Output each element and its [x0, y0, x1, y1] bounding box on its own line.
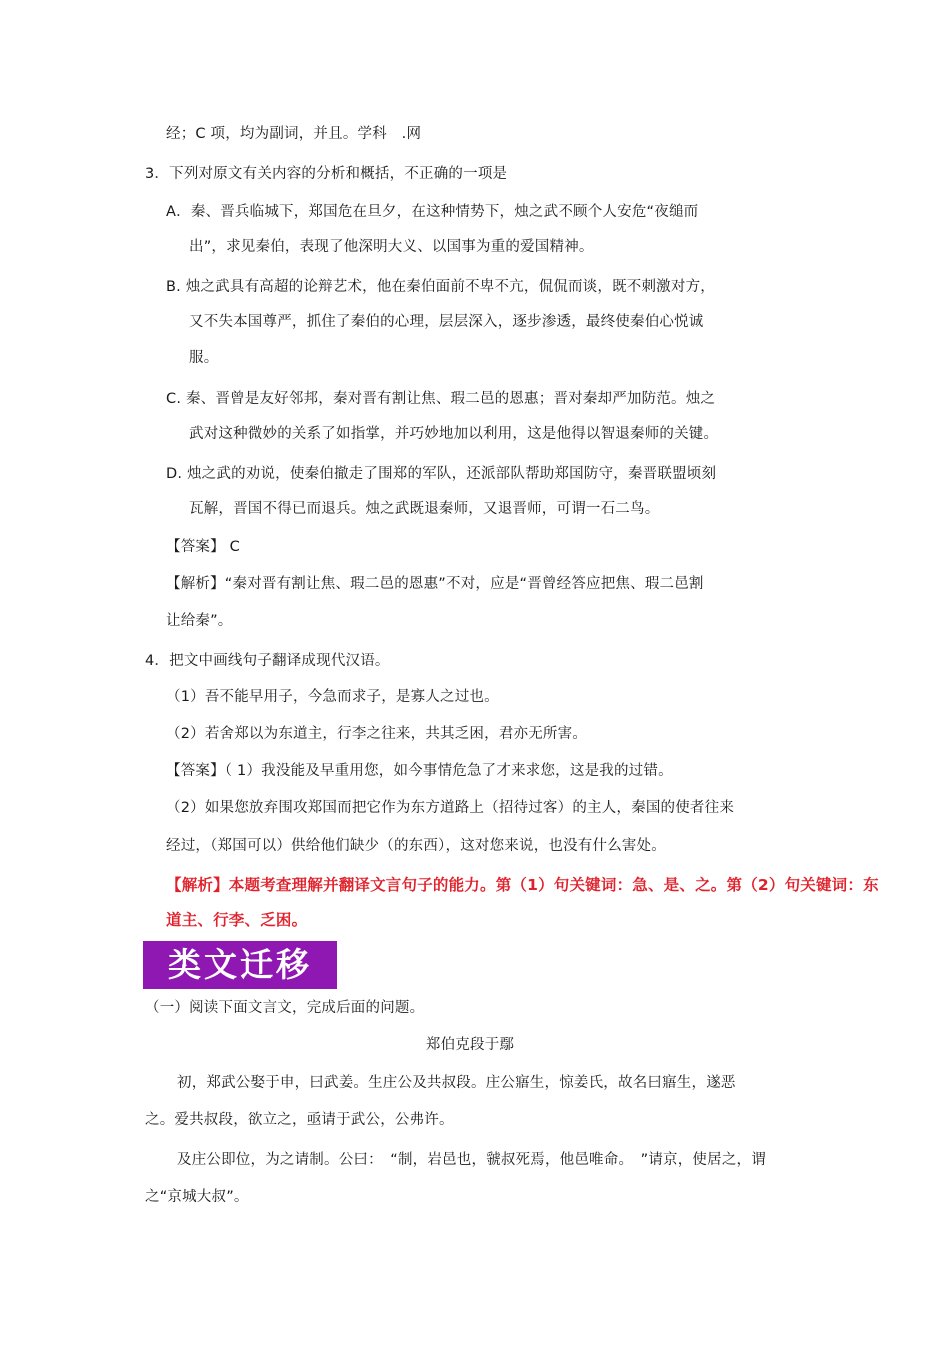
q4-answer-line3: 经过，（郑国可以）供给他们缺少（的东西），这对您来说，也没有什么害处。 — [166, 838, 666, 854]
q4-stem: 4．把文中画线句子翻译成现代汉语。 — [145, 653, 390, 669]
section-banner-text: 类文迁移 — [168, 945, 312, 984]
q4-analysis-line2: 道主、行李、乏困。 — [166, 911, 308, 929]
q3-option-c-line2: 武对这种微妙的关系了如指掌，并巧妙地加以利用，这是他得以智退秦师的关键。 — [189, 426, 719, 442]
q3-analysis-line1: 【解析】“秦对晋有割让焦、瑕二邑的恩惠”不对，应是“晋曾经答应把焦、瑕二邑割 — [166, 576, 704, 592]
q4-sentence-2: （2）若舍郑以为东道主，行李之往来，共其乏困，君亦无所害。 — [166, 726, 588, 742]
q3-option-a-line2: 出”，求见秦伯，表现了他深明大义、以国事为重的爱国精神。 — [189, 239, 594, 255]
q3-option-b-line1: B. 烛之武具有高超的论辩艺术，他在秦伯面前不卑不亢，侃侃而谈，既不刺激对方， — [166, 279, 715, 295]
q3-option-b-line3: 服。 — [189, 350, 219, 366]
q3-option-c-line1: C. 秦、晋曾是友好邻邦，秦对晋有割让焦、瑕二邑的恩惠；晋对秦却严加防范。烛之 — [166, 391, 716, 407]
q3-option-a-line1: A．秦、晋兵临城下，郑国危在旦夕，在这种情势下，烛之武不顾个人安危“夜缒而 — [166, 204, 699, 220]
reading-p1-line2: 之。爱共叔段，欲立之，亟请于武公，公弗许。 — [145, 1112, 454, 1128]
reading-p2-line1: 及庄公即位，为之请制。公曰： “制，岩邑也，虢叔死焉，他邑唯命。 ”请京，使居之，谓 — [177, 1152, 766, 1168]
q3-answer: 【答案】 C — [166, 539, 240, 555]
q4-answer-line1: 【答案】（ 1）我没能及早重用您，如今事情危急了才来求您，这是我的过错。 — [166, 763, 673, 779]
reading-p1-line1: 初，郑武公娶于申，曰武姜。生庄公及共叔段。庄公寤生，惊姜氏，故名曰寤生，遂恶 — [177, 1075, 736, 1091]
q4-answer-line2: （2）如果您放弃围攻郑国而把它作为东方道路上（招待过客）的主人，秦国的使者往来 — [166, 800, 735, 816]
q3-option-d-line2: 瓦解，晋国不得已而退兵。烛之武既退秦师，又退晋师，可谓一石二鸟。 — [189, 501, 660, 517]
q3-option-b-line2: 又不失本国尊严，抓住了秦伯的心理，层层深入，逐步渗透，最终使秦伯心悦诚 — [189, 314, 704, 330]
q4-analysis-line1: 【解析】本题考查理解并翻译文言句子的能力。第（1）句关键词：急、是、之。第（2）句关键词：东 — [166, 876, 879, 894]
reading-p2-line2: 之“京城大叔”。 — [145, 1189, 249, 1205]
q3-analysis-line2: 让给秦”。 — [166, 613, 233, 629]
prev-explanation-tail: 经；C 项，均为副词，并且。学科 .网 — [166, 126, 422, 142]
reading-instruction: （一）阅读下面文言文，完成后面的问题。 — [145, 1000, 425, 1016]
q3-stem: 3．下列对原文有关内容的分析和概括，不正确的一项是 — [145, 166, 508, 182]
q4-sentence-1: （1）吾不能早用子，今急而求子，是寡人之过也。 — [166, 689, 499, 705]
q3-option-d-line1: D. 烛之武的劝说，使秦伯撤走了围郑的军队，还派部队帮助郑国防守，秦晋联盟顷刻 — [166, 466, 717, 482]
reading-title: 郑伯克段于鄢 — [425, 1037, 515, 1053]
section-banner — [143, 941, 337, 989]
